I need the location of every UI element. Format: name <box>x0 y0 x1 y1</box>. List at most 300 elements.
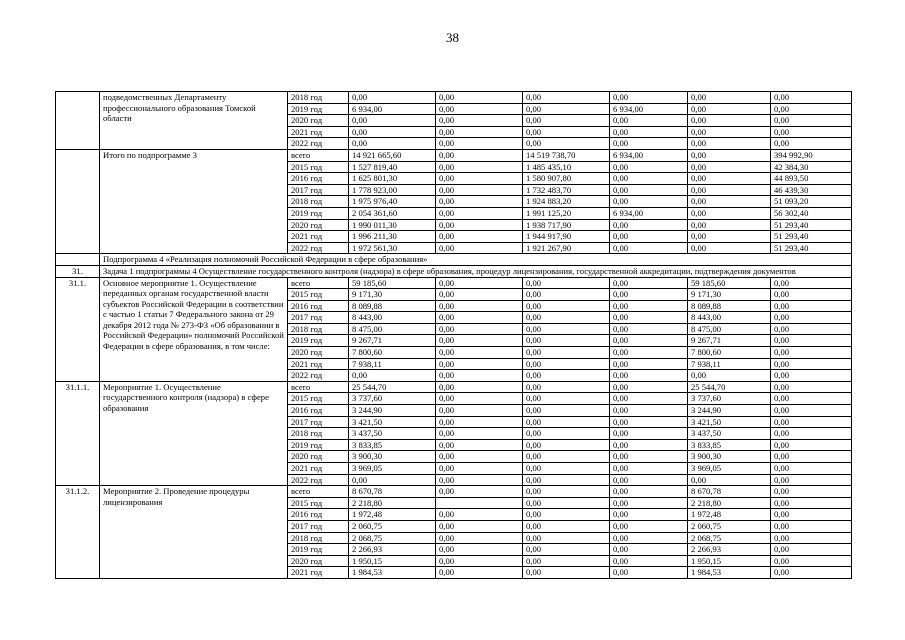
value-cell: 0,00 <box>523 520 610 532</box>
value-cell: 7 800,60 <box>349 347 436 359</box>
value-cell: 1 580 907,80 <box>523 173 610 185</box>
value-cell: 0,00 <box>436 358 523 370</box>
value-cell: 1 732 483,70 <box>523 184 610 196</box>
value-cell: 2 060,75 <box>349 520 436 532</box>
value-cell: 0,00 <box>523 347 610 359</box>
value-cell: 0,00 <box>610 126 688 138</box>
period-cell: 2022 год <box>288 138 349 150</box>
value-cell: 0,00 <box>771 300 852 312</box>
value-cell: 0,00 <box>523 393 610 405</box>
table-row <box>56 486 852 498</box>
value-cell: 59 185,60 <box>349 277 436 289</box>
value-cell: 1 972,48 <box>688 509 771 521</box>
value-cell: 0,00 <box>436 277 523 289</box>
period-cell: 2019 год <box>288 544 349 556</box>
value-cell: 0,00 <box>523 532 610 544</box>
value-cell: 0,00 <box>436 231 523 243</box>
value-cell: 8 089,88 <box>349 300 436 312</box>
period-cell: 2017 год <box>288 312 349 324</box>
value-cell: 0,00 <box>436 219 523 231</box>
period-cell: 2018 год <box>288 428 349 440</box>
value-cell: 0,00 <box>436 126 523 138</box>
period-cell: всего <box>288 277 349 289</box>
value-cell: 8 089,88 <box>688 300 771 312</box>
table-row <box>56 92 852 104</box>
value-cell: 9 267,71 <box>688 335 771 347</box>
value-cell: 0,00 <box>436 196 523 208</box>
value-cell: 0,00 <box>610 497 688 509</box>
value-cell: 9 267,71 <box>349 335 436 347</box>
value-cell: 1 527 819,40 <box>349 161 436 173</box>
value-cell: 0,00 <box>688 161 771 173</box>
value-cell: 0,00 <box>771 497 852 509</box>
value-cell: 0,00 <box>436 92 523 104</box>
value-cell: 3 421,50 <box>349 416 436 428</box>
subprogram-title: Подпрограмма 4 «Реализация полномочий Российской Федерации в сфере образования» <box>100 254 852 266</box>
value-cell: 0,00 <box>436 335 523 347</box>
value-cell: 0,00 <box>436 289 523 301</box>
value-cell: 0,00 <box>771 115 852 127</box>
value-cell: 0,00 <box>771 103 852 115</box>
value-cell: 0,00 <box>523 544 610 556</box>
task-text: Задача 1 подпрограммы 4 Осуществление государственного контроля (надзора) в сфере образования, процедур лицензирования, государственной аккредитации, подтверждения документов <box>100 265 852 277</box>
value-cell: 0,00 <box>688 207 771 219</box>
period-cell: 2021 год <box>288 567 349 579</box>
value-cell: 1 938 717,90 <box>523 219 610 231</box>
budget-table <box>55 91 852 579</box>
value-cell: 51 293,40 <box>771 219 852 231</box>
value-cell: 0,00 <box>688 173 771 185</box>
period-cell: 2018 год <box>288 532 349 544</box>
value-cell: 9 171,30 <box>688 289 771 301</box>
value-cell: 0,00 <box>523 312 610 324</box>
value-cell: 0,00 <box>771 138 852 150</box>
value-cell: 0,00 <box>436 405 523 417</box>
value-cell: 0,00 <box>523 428 610 440</box>
value-cell: 0,00 <box>523 509 610 521</box>
value-cell: 0,00 <box>610 393 688 405</box>
period-cell: 2017 год <box>288 416 349 428</box>
value-cell: 0,00 <box>771 277 852 289</box>
value-cell: 0,00 <box>688 219 771 231</box>
period-cell: 2019 год <box>288 103 349 115</box>
value-cell: 0,00 <box>436 242 523 254</box>
value-cell: 3 900,30 <box>688 451 771 463</box>
value-cell: 0,00 <box>523 497 610 509</box>
row-code <box>56 92 100 150</box>
row-name: Основное мероприятие 1. Осуществление переданных органам государственной власти субъектов Российской Федерации в соответствии с частью 1 статьи 7 Федерального закона от 29 декабря 2012 года № 273-ФЗ «Об образовании в Российской Федерации» полномочий Российской Федерации в сфере образования, в том числе: <box>100 277 288 381</box>
period-cell: 2016 год <box>288 405 349 417</box>
value-cell: 0,00 <box>610 520 688 532</box>
value-cell: 0,00 <box>610 138 688 150</box>
value-cell: 8 443,00 <box>349 312 436 324</box>
value-cell: 0,00 <box>436 207 523 219</box>
value-cell: 0,00 <box>771 393 852 405</box>
value-cell: 0,00 <box>688 138 771 150</box>
value-cell: 6 934,00 <box>610 149 688 161</box>
value-cell: 1 950,15 <box>688 555 771 567</box>
value-cell: 0,00 <box>771 289 852 301</box>
value-cell: 0,00 <box>610 219 688 231</box>
period-cell: 2015 год <box>288 289 349 301</box>
value-cell: 0,00 <box>688 103 771 115</box>
value-cell: 0,00 <box>436 428 523 440</box>
value-cell: 0,00 <box>610 335 688 347</box>
period-cell: 2018 год <box>288 196 349 208</box>
value-cell: 6 934,00 <box>610 207 688 219</box>
value-cell: 0,00 <box>610 323 688 335</box>
row-name: подведомственных Департаменту профессионального образования Томской области <box>100 92 288 150</box>
value-cell: 0,00 <box>610 347 688 359</box>
period-cell: 2015 год <box>288 497 349 509</box>
value-cell: 0,00 <box>771 463 852 475</box>
value-cell: 0,00 <box>771 520 852 532</box>
value-cell: 0,00 <box>436 393 523 405</box>
value-cell: 25 544,70 <box>688 381 771 393</box>
period-cell: 2020 год <box>288 219 349 231</box>
row-code: 31.1. <box>56 277 100 381</box>
value-cell: 0,00 <box>688 231 771 243</box>
value-cell: 0,00 <box>610 161 688 173</box>
value-cell: 0,00 <box>349 370 436 382</box>
period-cell: всего <box>288 486 349 498</box>
value-cell: 0,00 <box>436 115 523 127</box>
value-cell: 1 972 561,30 <box>349 242 436 254</box>
value-cell: 0,00 <box>688 126 771 138</box>
value-cell: 6 934,00 <box>610 103 688 115</box>
value-cell: 3 833,85 <box>349 439 436 451</box>
value-cell: 0,00 <box>349 115 436 127</box>
value-cell: 394 992,90 <box>771 149 852 161</box>
value-cell: 0,00 <box>610 300 688 312</box>
value-cell: 0,00 <box>523 323 610 335</box>
value-cell: 2 068,75 <box>688 532 771 544</box>
task-row <box>56 265 852 277</box>
value-cell: 0,00 <box>610 509 688 521</box>
value-cell: 7 938,11 <box>349 358 436 370</box>
value-cell: 14 519 738,70 <box>523 149 610 161</box>
value-cell: 0,00 <box>771 323 852 335</box>
period-cell: 2022 год <box>288 474 349 486</box>
value-cell: 0,00 <box>771 474 852 486</box>
period-cell: всего <box>288 381 349 393</box>
value-cell: 0,00 <box>349 474 436 486</box>
value-cell: 0,00 <box>610 486 688 498</box>
value-cell: 0,00 <box>523 335 610 347</box>
value-cell: 0,00 <box>771 358 852 370</box>
period-cell: 2020 год <box>288 115 349 127</box>
value-cell: 0,00 <box>436 381 523 393</box>
value-cell: 1 950,15 <box>349 555 436 567</box>
row-name: Мероприятие 2. Проведение процедуры лицензирования <box>100 486 288 579</box>
value-cell: 8 475,00 <box>349 323 436 335</box>
value-cell: 0,00 <box>523 486 610 498</box>
value-cell: 51 293,40 <box>771 242 852 254</box>
value-cell: 1 996 211,30 <box>349 231 436 243</box>
value-cell: 1 990 011,30 <box>349 219 436 231</box>
value-cell: 0,00 <box>771 335 852 347</box>
value-cell: 0,00 <box>688 370 771 382</box>
value-cell: 2 218,80 <box>349 497 436 509</box>
value-cell: 0,00 <box>610 184 688 196</box>
value-cell: 2 054 361,60 <box>349 207 436 219</box>
value-cell: 0,00 <box>349 92 436 104</box>
value-cell: 0,00 <box>771 405 852 417</box>
value-cell: 0,00 <box>610 92 688 104</box>
period-cell: 2019 год <box>288 439 349 451</box>
value-cell: 2 060,75 <box>688 520 771 532</box>
value-cell: 1 984,53 <box>349 567 436 579</box>
value-cell: 0,00 <box>436 323 523 335</box>
value-cell: 0,00 <box>436 370 523 382</box>
value-cell: 0,00 <box>771 381 852 393</box>
value-cell: 0,00 <box>436 439 523 451</box>
value-cell: 2 266,93 <box>349 544 436 556</box>
value-cell: 0,00 <box>436 555 523 567</box>
value-cell: 0,00 <box>771 532 852 544</box>
period-cell: 2015 год <box>288 161 349 173</box>
value-cell: 0,00 <box>771 451 852 463</box>
period-cell: 2020 год <box>288 555 349 567</box>
period-cell: 2020 год <box>288 347 349 359</box>
value-cell: 0,00 <box>436 149 523 161</box>
value-cell: 0,00 <box>436 138 523 150</box>
period-cell: 2021 год <box>288 463 349 475</box>
value-cell: 0,00 <box>436 300 523 312</box>
value-cell: 0,00 <box>523 358 610 370</box>
period-cell: 2022 год <box>288 370 349 382</box>
value-cell: 0,00 <box>771 347 852 359</box>
value-cell: 0,00 <box>610 370 688 382</box>
value-cell <box>436 497 523 509</box>
value-cell: 0,00 <box>771 370 852 382</box>
value-cell: 2 266,93 <box>688 544 771 556</box>
value-cell: 0,00 <box>610 439 688 451</box>
table-body <box>56 92 852 579</box>
value-cell: 0,00 <box>436 532 523 544</box>
value-cell: 3 437,50 <box>349 428 436 440</box>
value-cell: 3 969,05 <box>688 463 771 475</box>
value-cell: 0,00 <box>771 428 852 440</box>
table-row <box>56 277 852 289</box>
period-cell: 2017 год <box>288 184 349 196</box>
table-row <box>56 149 852 161</box>
value-cell: 0,00 <box>610 242 688 254</box>
value-cell: 0,00 <box>436 544 523 556</box>
value-cell: 0,00 <box>436 520 523 532</box>
value-cell: 3 737,60 <box>349 393 436 405</box>
value-cell: 2 068,75 <box>349 532 436 544</box>
value-cell: 3 833,85 <box>688 439 771 451</box>
value-cell: 0,00 <box>688 115 771 127</box>
value-cell: 0,00 <box>610 567 688 579</box>
value-cell: 0,00 <box>523 439 610 451</box>
value-cell: 0,00 <box>688 149 771 161</box>
value-cell: 0,00 <box>610 416 688 428</box>
value-cell: 1 984,53 <box>688 567 771 579</box>
value-cell: 0,00 <box>771 92 852 104</box>
value-cell: 0,00 <box>436 416 523 428</box>
period-cell: 2019 год <box>288 207 349 219</box>
value-cell: 0,00 <box>436 312 523 324</box>
value-cell: 0,00 <box>610 358 688 370</box>
value-cell: 0,00 <box>610 474 688 486</box>
page-number: 38 <box>446 30 459 45</box>
value-cell: 0,00 <box>523 138 610 150</box>
value-cell: 7 938,11 <box>688 358 771 370</box>
value-cell: 0,00 <box>523 126 610 138</box>
value-cell: 3 969,05 <box>349 463 436 475</box>
table-row <box>56 381 852 393</box>
value-cell: 7 800,60 <box>688 347 771 359</box>
value-cell: 14 921 665,60 <box>349 149 436 161</box>
value-cell: 0,00 <box>523 463 610 475</box>
value-cell: 0,00 <box>523 300 610 312</box>
value-cell: 0,00 <box>610 289 688 301</box>
value-cell: 0,00 <box>523 103 610 115</box>
value-cell: 0,00 <box>610 196 688 208</box>
value-cell: 0,00 <box>610 532 688 544</box>
value-cell: 0,00 <box>436 184 523 196</box>
value-cell: 0,00 <box>688 184 771 196</box>
period-cell: 2018 год <box>288 92 349 104</box>
value-cell: 0,00 <box>688 196 771 208</box>
value-cell: 0,00 <box>436 173 523 185</box>
value-cell: 0,00 <box>610 451 688 463</box>
value-cell: 0,00 <box>771 509 852 521</box>
value-cell: 0,00 <box>523 567 610 579</box>
value-cell: 0,00 <box>771 567 852 579</box>
value-cell: 0,00 <box>610 428 688 440</box>
value-cell: 0,00 <box>610 381 688 393</box>
value-cell: 0,00 <box>523 277 610 289</box>
value-cell: 0,00 <box>436 451 523 463</box>
row-code <box>56 149 100 253</box>
value-cell: 0,00 <box>523 289 610 301</box>
value-cell: 0,00 <box>771 416 852 428</box>
period-cell: 2015 год <box>288 393 349 405</box>
row-code: 31.1.1. <box>56 381 100 485</box>
value-cell: 1 921 267,90 <box>523 242 610 254</box>
value-cell: 0,00 <box>523 474 610 486</box>
period-cell: 2020 год <box>288 451 349 463</box>
period-cell: 2021 год <box>288 126 349 138</box>
value-cell: 0,00 <box>610 405 688 417</box>
period-cell: 2022 год <box>288 242 349 254</box>
value-cell: 3 737,60 <box>688 393 771 405</box>
value-cell: 1 975 976,40 <box>349 196 436 208</box>
value-cell: 0,00 <box>436 161 523 173</box>
value-cell: 0,00 <box>688 242 771 254</box>
value-cell: 56 302,40 <box>771 207 852 219</box>
value-cell: 51 293,40 <box>771 231 852 243</box>
row-name: Итого по подпрограмме 3 <box>100 149 288 253</box>
value-cell: 1 924 883,20 <box>523 196 610 208</box>
value-cell: 3 421,50 <box>688 416 771 428</box>
value-cell: 1 972,48 <box>349 509 436 521</box>
row-name: Мероприятие 1. Осуществление государственного контроля (надзора) в сфере образования <box>100 381 288 485</box>
value-cell: 0,00 <box>436 509 523 521</box>
value-cell: 0,00 <box>436 103 523 115</box>
value-cell: 0,00 <box>610 231 688 243</box>
value-cell: 0,00 <box>436 474 523 486</box>
value-cell: 6 934,00 <box>349 103 436 115</box>
value-cell: 0,00 <box>771 312 852 324</box>
subprogram-row <box>56 254 852 266</box>
period-cell: 2017 год <box>288 520 349 532</box>
value-cell: 1 485 435,10 <box>523 161 610 173</box>
value-cell: 0,00 <box>436 486 523 498</box>
period-cell: 2016 год <box>288 300 349 312</box>
value-cell: 0,00 <box>610 544 688 556</box>
value-cell: 0,00 <box>349 126 436 138</box>
value-cell: 8 670,78 <box>688 486 771 498</box>
value-cell: 0,00 <box>523 416 610 428</box>
value-cell: 9 171,30 <box>349 289 436 301</box>
value-cell: 0,00 <box>771 439 852 451</box>
value-cell: 0,00 <box>523 381 610 393</box>
value-cell: 42 384,30 <box>771 161 852 173</box>
value-cell: 0,00 <box>610 463 688 475</box>
value-cell: 0,00 <box>349 138 436 150</box>
value-cell: 44 893,50 <box>771 173 852 185</box>
value-cell: 0,00 <box>771 486 852 498</box>
value-cell: 0,00 <box>688 92 771 104</box>
value-cell: 0,00 <box>610 277 688 289</box>
value-cell: 3 244,90 <box>349 405 436 417</box>
period-cell: 2016 год <box>288 509 349 521</box>
value-cell: 0,00 <box>610 555 688 567</box>
value-cell: 0,00 <box>610 115 688 127</box>
value-cell: 1 778 923,00 <box>349 184 436 196</box>
value-cell: 0,00 <box>523 555 610 567</box>
value-cell: 0,00 <box>610 173 688 185</box>
value-cell: 0,00 <box>688 474 771 486</box>
value-cell: 0,00 <box>523 92 610 104</box>
value-cell: 1 991 125,20 <box>523 207 610 219</box>
value-cell: 0,00 <box>610 312 688 324</box>
value-cell: 2 218,80 <box>688 497 771 509</box>
value-cell: 3 244,90 <box>688 405 771 417</box>
period-cell: 2016 год <box>288 173 349 185</box>
empty-cell <box>56 254 100 266</box>
value-cell: 1 944 917,90 <box>523 231 610 243</box>
value-cell: 0,00 <box>436 463 523 475</box>
value-cell: 0,00 <box>523 115 610 127</box>
period-cell: 2021 год <box>288 231 349 243</box>
value-cell: 51 093,20 <box>771 196 852 208</box>
row-code: 31.1.2. <box>56 486 100 579</box>
value-cell: 0,00 <box>436 347 523 359</box>
value-cell: 8 443,00 <box>688 312 771 324</box>
value-cell: 8 475,00 <box>688 323 771 335</box>
period-cell: 2019 год <box>288 335 349 347</box>
value-cell: 25 544,70 <box>349 381 436 393</box>
period-cell: 2021 год <box>288 358 349 370</box>
period-cell: 2018 год <box>288 323 349 335</box>
value-cell: 0,00 <box>771 126 852 138</box>
task-code: 31. <box>56 265 100 277</box>
value-cell: 59 185,60 <box>688 277 771 289</box>
period-cell: всего <box>288 149 349 161</box>
value-cell: 3 900,30 <box>349 451 436 463</box>
value-cell: 3 437,50 <box>688 428 771 440</box>
value-cell: 0,00 <box>436 567 523 579</box>
value-cell: 0,00 <box>523 370 610 382</box>
value-cell: 0,00 <box>523 451 610 463</box>
value-cell: 1 625 801,30 <box>349 173 436 185</box>
value-cell: 0,00 <box>771 544 852 556</box>
